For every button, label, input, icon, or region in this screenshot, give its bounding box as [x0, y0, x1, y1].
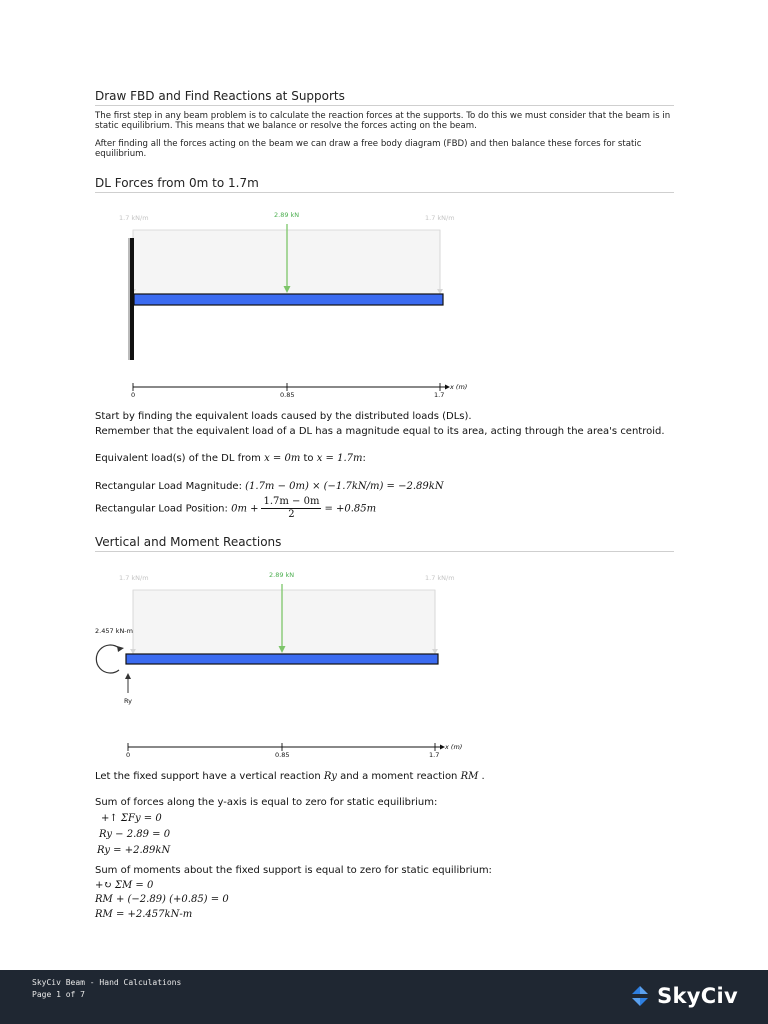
fbd-paragraph: After finding all the forces acting on the beam we can draw a free body diagram (FBD) and then balance these forces for static equilibrium.: [95, 139, 642, 159]
logo-text: SkyCiv: [657, 984, 738, 1008]
beam: [134, 294, 443, 305]
rect-load-position: Rectangular Load Position: 0m + $\frac{1.7m - 0m}{2}$ = +0.85m: [95, 496, 377, 520]
skyciv-logo: [629, 978, 738, 1014]
moment-label: 2.457 kN-m: [95, 627, 133, 635]
reaction-definition: Let the fixed support have a vertical reaction Ry and a moment reaction RM .: [95, 771, 485, 782]
force-equation-2: Ry − 2.89 = 0: [99, 829, 171, 840]
page-footer: [0, 970, 768, 1024]
tick-label-0: 0: [126, 751, 131, 759]
tick-label-0: 0: [131, 391, 136, 399]
moment-equation-2: RM + (−2.89) (+0.85) = 0: [95, 894, 229, 905]
axis-label: x (m): [450, 383, 468, 391]
footer-page-number: Page 1 of 7: [32, 990, 85, 999]
moment-equation-3: RM = +2.457kN-m: [95, 909, 193, 920]
section-heading-reactions: Vertical and Moment Reactions: [95, 535, 674, 552]
moments-intro: Sum of moments about the fixed support is equal to zero for static equilibrium:: [95, 865, 492, 876]
force-equation-1: +↑ ΣFy = 0: [101, 813, 162, 824]
tick-label-17: 1.7: [429, 751, 440, 759]
tick-label-085: 0.85: [280, 391, 295, 399]
reactions-beam-diagram: [90, 560, 674, 760]
footer-title: SkyCiv Beam - Hand Calculations: [32, 978, 182, 987]
moment-arrow-icon: [96, 645, 119, 673]
equivalent-load-intro: Equivalent load(s) of the DL from x = 0m to x = 1.7m:: [95, 453, 366, 464]
dl-left-label: 1.7 kN/m: [119, 214, 149, 222]
tick-label-085: 0.85: [275, 751, 290, 759]
axis-label: x (m): [445, 743, 463, 751]
point-load-label: 2.89 kN: [269, 571, 295, 579]
dl-right-label: 1.7 kN/m: [425, 574, 455, 582]
forces-intro: Sum of forces along the y-axis is equal to zero for static equilibrium:: [95, 797, 438, 808]
dl-right-label: 1.7 kN/m: [425, 214, 455, 222]
dl-left-label: 1.7 kN/m: [119, 574, 149, 582]
tick-label-17: 1.7: [434, 391, 445, 399]
section-heading-dl-forces: DL Forces from 0m to 1.7m: [95, 176, 674, 193]
section-heading-fbd: Draw FBD and Find Reactions at Supports: [95, 89, 674, 106]
rect-load-magnitude: Rectangular Load Magnitude: (1.7m − 0m) × (−1.7kN/m) = −2.89kN: [95, 481, 444, 492]
dl-text-line-1: Start by finding the equivalent loads caused by the distributed loads (DLs).: [95, 411, 472, 422]
reaction-label: Ry: [124, 697, 133, 705]
intro-paragraph: The first step in any beam problem is to calculate the reaction forces at the supports. To do this we must consider that the beam is in static equilibrium. This means that we balance or resolve the forces acting on the beam.: [95, 111, 671, 131]
point-load-label: 2.89 kN: [274, 211, 300, 219]
dl-text-line-2: Remember that the equivalent load of a DL has a magnitude equal to its area, acting through the area's centroid.: [95, 426, 665, 437]
fixed-support-wall: [130, 238, 134, 360]
skyciv-logo-icon: [629, 984, 651, 1008]
beam: [126, 654, 438, 664]
force-equation-3: Ry = +2.89kN: [97, 845, 171, 856]
moment-equation-1: +↻ ΣM = 0: [95, 880, 154, 891]
dl-beam-diagram: [95, 200, 674, 400]
position-fraction: $\frac{1.7m - 0m}{2}$: [263, 496, 320, 520]
